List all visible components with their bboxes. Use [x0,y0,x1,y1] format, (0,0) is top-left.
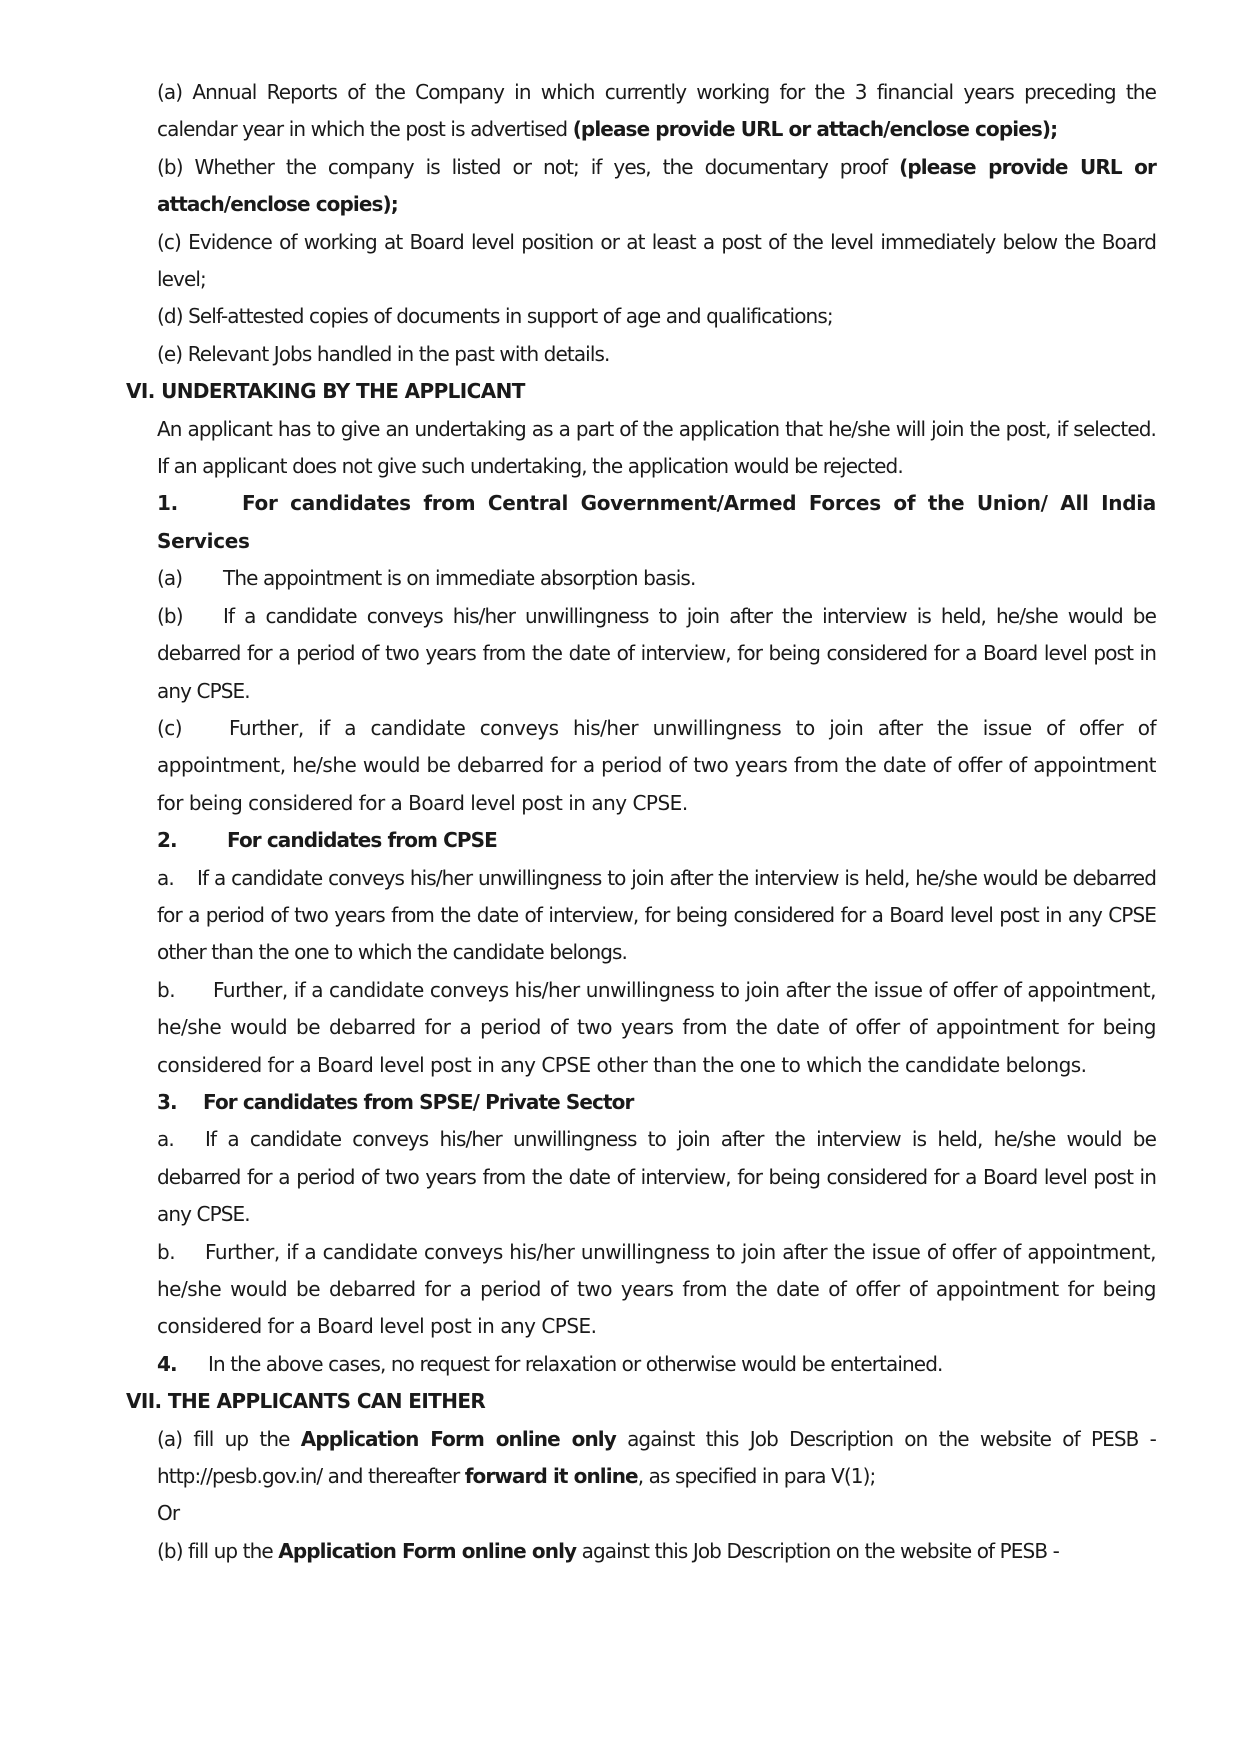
section-v-item-b [126,149,1156,224]
option-text: , as specified in para V(1); [637,1464,876,1489]
item-label: (a) [157,80,183,104]
option-b [126,1533,1156,1570]
item-label: a. [157,865,174,890]
section-v-item-d [126,298,1156,335]
option-text: against this Job Description on the website of PESB - [581,1538,1059,1563]
note-number: 4. [157,1351,177,1376]
pesb-url-link[interactable]: http://pesb.gov.in/ [157,1464,323,1489]
option-a [126,1421,1156,1496]
section-vi-intro: An applicant has to give an undertaking as a part of the application that he/she will join the post, if selected. If an applicant does not give such undertaking, the application would be rejected. [157,416,1156,479]
item-bold-note: (please provide URL or attach/enclose copies); [572,117,1058,142]
page-content [126,74,1156,1570]
item-text: Self-attested copies of documents in support of age and qualifications; [188,304,833,329]
group-1-item-b [126,598,1156,710]
group-3-item-b [126,1234,1156,1346]
item-text: Evidence of working at Board level position or at least a post of the level immediately below the Board level; [157,229,1156,292]
item-text: If a candidate conveys his/her unwillingness to join after the interview is held, he/she would be debarred for a period of two years from the date of interview, for being considered for a Board level post in any CPSE. [157,1127,1156,1227]
item-text: Whether the company is listed or not; if yes, the documentary proof [194,154,888,179]
group-title: For candidates from Central Government/Armed Forces of the Union/ All India Services [157,491,1156,553]
item-bold-note: (please provide URL or attach/enclose copies); [157,154,1156,217]
item-text: Further, if a candidate conveys his/her unwillingness to join after the issue of offer of appointment, he/she would be debarred for a period of two years from the date of offer of appointment for being considered for a Board level post in any CPSE other than the one to which the candidate belongs. [157,977,1156,1077]
option-bold: Application Form online only [278,1538,577,1563]
item-label: a. [157,1127,174,1152]
item-label: (a) [157,566,183,591]
item-label: (c) [157,715,183,740]
item-text: Relevant Jobs handled in the past with details. [187,341,610,366]
item-text: Further, if a candidate conveys his/her unwillingness to join after the issue of offer of appointment, he/she would be debarred for a period of two years from the date of offer of appointment for being considered for a Board level post in any CPSE. [157,1239,1156,1339]
item-label: (c) [157,229,181,254]
item-label: (d) [157,304,183,329]
group-2-title [126,822,1156,859]
item-label: b. [157,977,176,1002]
group-number: 1. [157,491,178,516]
note-text: In the above cases, no request for relaxation or otherwise would be entertained. [208,1351,943,1376]
item-label: b. [157,1239,176,1264]
option-bold: forward it online [464,1464,638,1489]
section-v-item-c [126,224,1156,299]
section-v-item-a [126,74,1156,149]
group-1-item-c [126,710,1156,822]
option-label: (b) fill up the [157,1538,273,1563]
section-vi-heading: VI. UNDERTAKING BY THE APPLICANT [126,379,525,404]
group-number: 3. [157,1089,177,1114]
or-separator: Or [157,1501,180,1526]
group-3-item-a [126,1121,1156,1233]
option-bold: Application Form online only [300,1426,616,1451]
item-label: (b) [157,154,183,179]
group-number: 2. [157,828,177,853]
group-1-item-a [126,560,1156,597]
section-v-item-e [126,336,1156,373]
group-2-item-b [126,972,1156,1084]
item-label: (e) [157,341,183,366]
group-title: For candidates from CPSE [227,828,497,853]
group-1-title [126,485,1156,560]
option-label: (a) fill up the [157,1426,290,1451]
item-label: (b) [157,603,183,628]
section-vii-heading: VII. THE APPLICANTS CAN EITHER [126,1389,486,1414]
item-text: The appointment is on immediate absorption basis. [223,566,696,591]
option-text: and thereafter [327,1464,460,1489]
group-2-item-a [126,860,1156,972]
item-text: Further, if a candidate conveys his/her unwillingness to join after the issue of offer of appointment, he/she would be debarred for a period of two years from the date of offer of appointment for being considered for a Board level post in any CPSE. [157,715,1156,815]
item-text: If a candidate conveys his/her unwillingness to join after the interview is held, he/she would be debarred for a period of two years from the date of interview, for being considered for a Board level post in any CPSE other than the one to which the candidate belongs. [157,865,1156,965]
item-text: If a candidate conveys his/her unwillingness to join after the interview is held, he/she would be debarred for a period of two years from the date of interview, for being considered for a Board level post in any CPSE. [157,603,1156,703]
group-title: For candidates from SPSE/ Private Sector [203,1089,634,1114]
item-text: Annual Reports of the Company in which currently working for the 3 financial years preceding the calendar year in which the post is advertised [157,80,1156,142]
group-3-title [126,1084,1156,1121]
option-text: against this Job Description on the website of PESB - [627,1426,1156,1451]
section-vi-note [126,1346,1156,1383]
